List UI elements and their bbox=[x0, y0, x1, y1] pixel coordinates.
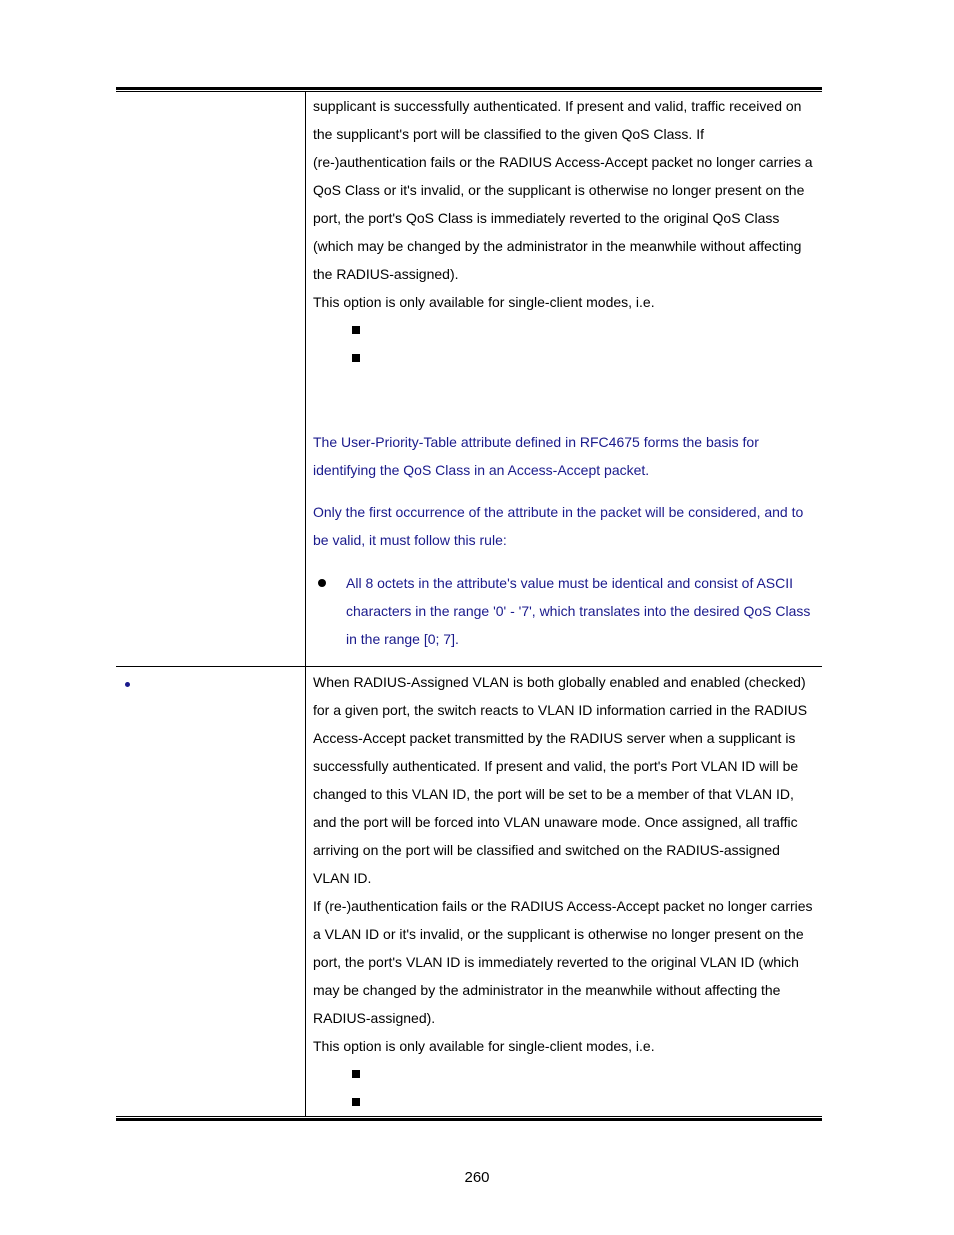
note-block-2 bbox=[313, 498, 818, 554]
rule-line: characters in the range '0' - '7', which translates into the desired QoS Class bbox=[346, 603, 811, 619]
text-line: Access-Accept packet transmitted by the RADIUS server when a supplicant is bbox=[313, 730, 796, 746]
rule-line: in the range [0; 7]. bbox=[346, 631, 459, 647]
text-line: (which may be changed by the administrator in the meanwhile without affecting bbox=[313, 238, 802, 254]
table-bottom-rule-thin bbox=[116, 1116, 822, 1117]
rule-line: All 8 octets in the attribute's value must be identical and consist of ASCII bbox=[346, 575, 794, 591]
text-line: may be changed by the administrator in the meanwhile without affecting the bbox=[313, 982, 781, 998]
text-line: RADIUS-assigned). bbox=[313, 1010, 436, 1026]
text-line: port, the port's VLAN ID is immediately reverted to the original VLAN ID (which bbox=[313, 954, 799, 970]
rule-bullet-item bbox=[313, 569, 818, 653]
text-line: and the port will be forced into VLAN unaware mode. Once assigned, all traffic bbox=[313, 814, 798, 830]
square-bullet bbox=[313, 1088, 818, 1116]
text-line: the supplicant's port will be classified to the given QoS Class. If bbox=[313, 126, 704, 142]
text-line: for a given port, the switch reacts to VLAN ID information carried in the RADIUS bbox=[313, 702, 808, 718]
note-line: The User-Priority-Table attribute defined in RFC4675 forms the basis for bbox=[313, 434, 759, 450]
square-bullet-icon bbox=[352, 354, 360, 362]
text-line: supplicant is successfully authenticated. If present and valid, traffic received on bbox=[313, 98, 802, 114]
square-bullet-icon bbox=[352, 1070, 360, 1078]
square-bullet bbox=[313, 316, 818, 344]
page-number: 260 bbox=[464, 1169, 490, 1186]
table-row-divider bbox=[116, 666, 822, 667]
square-bullet-icon bbox=[352, 326, 360, 334]
text-line: port, the port's QoS Class is immediately reverted to the original QoS Class bbox=[313, 210, 780, 226]
text-line: the RADIUS-assigned). bbox=[313, 266, 459, 282]
row-bullet-icon bbox=[125, 682, 130, 687]
note-line: Only the first occurrence of the attribute in the packet will be considered, and to bbox=[313, 504, 804, 520]
bullet-dot-icon bbox=[318, 579, 326, 587]
note-line: be valid, it must follow this rule: bbox=[313, 532, 507, 548]
text-line: VLAN ID. bbox=[313, 870, 372, 886]
square-bullet-icon bbox=[352, 1098, 360, 1106]
note-line: identifying the QoS Class in an Access-Accept packet. bbox=[313, 462, 650, 478]
text-line: When RADIUS-Assigned VLAN is both globally enabled and enabled (checked) bbox=[313, 674, 806, 690]
text-line: QoS Class or it's invalid, or the supplicant is otherwise no longer present on the bbox=[313, 182, 805, 198]
vlan-description-cell bbox=[313, 668, 818, 1116]
table-bottom-rule bbox=[116, 1118, 822, 1121]
text-line: arriving on the port will be classified and switched on the RADIUS-assigned bbox=[313, 842, 780, 858]
text-line: changed to this VLAN ID, the port will be set to be a member of that VLAN ID, bbox=[313, 786, 794, 802]
square-bullet bbox=[313, 1060, 818, 1088]
availability-text: This option is only available for single-client modes, i.e. bbox=[313, 1038, 655, 1054]
availability-text: This option is only available for single-client modes, i.e. bbox=[313, 294, 655, 310]
table-column-divider bbox=[305, 92, 306, 1117]
square-bullet bbox=[313, 344, 818, 372]
text-line: If (re-)authentication fails or the RADIUS Access-Accept packet no longer carries bbox=[313, 898, 813, 914]
text-line: a VLAN ID or it's invalid, or the supplicant is otherwise no longer present on the bbox=[313, 926, 804, 942]
note-block-1 bbox=[313, 428, 818, 484]
table-top-rule bbox=[116, 87, 822, 90]
qos-description-cell bbox=[313, 92, 818, 372]
text-line: (re-)authentication fails or the RADIUS Access-Accept packet no longer carries a bbox=[313, 154, 813, 170]
text-line: successfully authenticated. If present and valid, the port's Port VLAN ID will be bbox=[313, 758, 799, 774]
